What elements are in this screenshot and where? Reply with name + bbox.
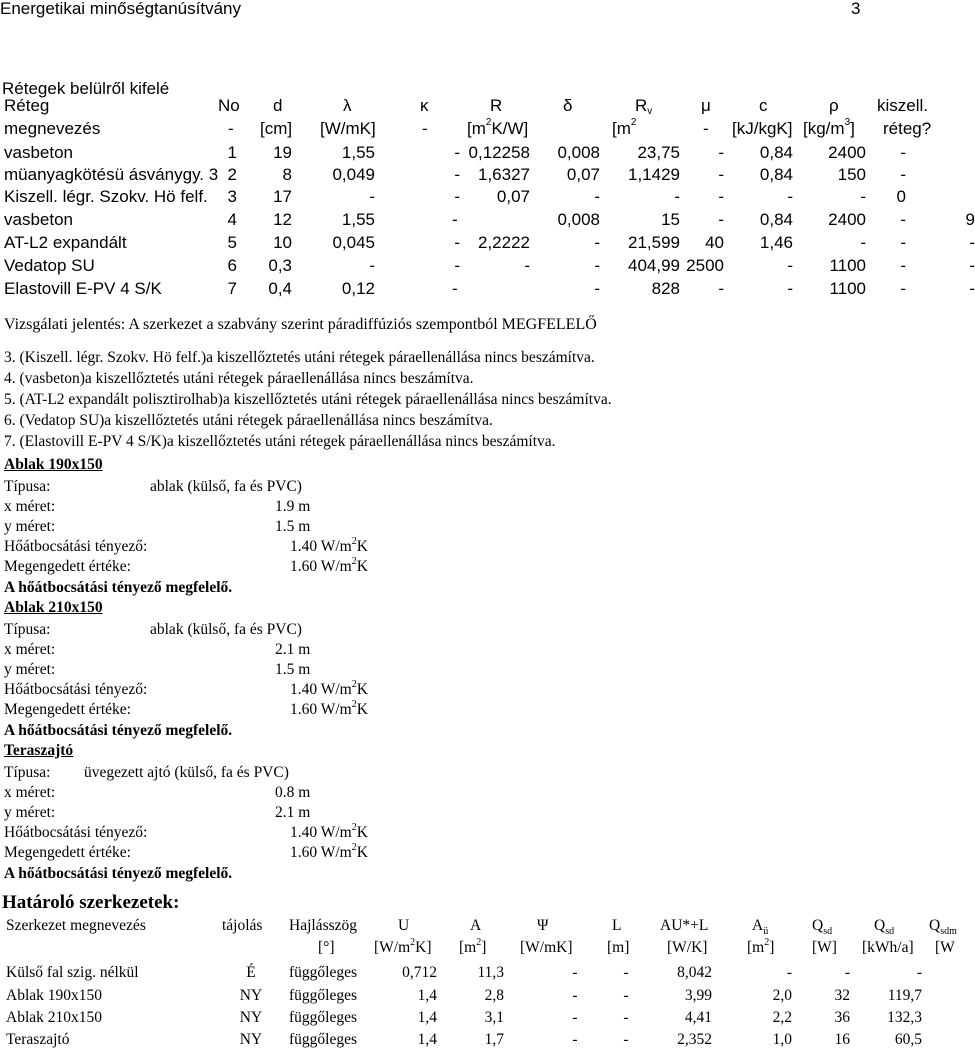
layer-value-cell: -: [718, 187, 724, 206]
layer-value-cell: -: [674, 187, 680, 206]
layer-value-cell: 1,55: [341, 210, 375, 229]
layers-header-cell: ρ: [829, 96, 839, 115]
layer-value-cell: -: [454, 233, 460, 252]
layers-header-cell: d: [273, 96, 283, 115]
window-field-value: ablak (külső, fa és PVC): [150, 621, 302, 638]
layer-value-cell: 2500: [686, 256, 724, 275]
layer-value-cell: -: [900, 210, 906, 229]
layer-value-cell: 17: [273, 187, 292, 206]
note-item: 6. (Vedatop SU)a kiszellőztetés utáni rétegek páraellenállása nincs beszámítva.: [4, 412, 493, 429]
layer-name-cell: vasbeton: [4, 210, 73, 229]
window-field-value: üvegezett ajtó (külső, fa és PVC): [84, 764, 289, 781]
layer-value-cell: 828: [651, 279, 680, 298]
window-field-label: Hőátbocsátási tényező:: [4, 824, 148, 841]
layer-name-cell: müanyagkötésü ásványgy. 3: [4, 165, 219, 184]
layer-value-cell: 0,049: [332, 165, 375, 184]
bounding-value-cell: 0,712: [402, 964, 437, 981]
note-item: 3. (Kiszell. légr. Szokv. Hö felf.)a kiszellőztetés utáni rétegek páraellenállása nincs beszámítva.: [4, 349, 595, 366]
layer-value-cell: 0,12: [341, 279, 375, 298]
bounding-value-cell: 3,1: [484, 1009, 504, 1026]
window-field-label: x méret:: [4, 641, 56, 658]
layer-value-cell: -: [787, 187, 793, 206]
layer-value-cell: 1100: [829, 279, 866, 298]
bounding-header-cell: Ψ: [537, 917, 549, 934]
bounding-value-cell: függőleges: [289, 1031, 358, 1048]
bounding-header-cell: Hajlásszög: [289, 917, 358, 934]
bounding-value-cell: 16: [834, 1031, 850, 1048]
window-field-value: 2.1 m: [275, 641, 311, 658]
layer-value-cell: 0,3: [268, 256, 292, 275]
layer-value-cell: -: [524, 256, 530, 275]
layer-value-cell: -: [452, 279, 458, 298]
layer-value-cell: -: [594, 187, 600, 206]
bounding-value-cell: 3,99: [684, 987, 712, 1004]
bounding-header-cell: [W/K]: [667, 939, 708, 956]
note-item: 5. (AT-L2 expandált polisztirolhab)a kiszellőztetés utáni rétegek páraellenállása nincs beszámítva.: [4, 391, 612, 408]
bounding-value-cell: 2,8: [484, 987, 504, 1004]
bounding-header-cell: Szerkezet megnevezés: [6, 917, 146, 934]
layer-value-cell: -: [594, 233, 600, 252]
layer-value-cell: -: [369, 256, 375, 275]
bounding-header-cell: [m]: [607, 939, 630, 956]
layer-value-cell: -: [369, 187, 375, 206]
bounding-name-cell: Teraszajtó: [6, 1031, 70, 1048]
layer-value-cell: 21,599: [628, 233, 680, 252]
bounding-header-cell: U: [398, 917, 410, 934]
bounding-value-cell: -: [844, 964, 850, 981]
layers-header-cell: c: [759, 96, 768, 115]
window-title: Teraszajtó: [4, 742, 74, 759]
bounding-value-cell: -: [572, 1009, 578, 1026]
layer-value-cell: -: [787, 256, 793, 275]
layer-value-cell: -: [718, 279, 724, 298]
bounding-header-cell: [°]: [318, 939, 335, 956]
layers-header-cell: λ: [343, 96, 352, 115]
bounding-value-cell: 32: [834, 987, 850, 1004]
bounding-header-cell: [W/mK]: [520, 939, 573, 956]
layer-value-cell: 0,4: [268, 279, 292, 298]
window-field-label: Megengedett értéke:: [4, 844, 131, 861]
layer-name-cell: Vedatop SU: [4, 256, 95, 275]
window-field-value: 1.60 $W/m^2K$: [290, 842, 368, 861]
bounding-header-cell: [W: [935, 939, 955, 956]
layer-value-cell: 0,84: [759, 210, 793, 229]
layer-value-cell: 12: [273, 210, 292, 229]
layer-value-cell: 0,07: [566, 165, 600, 184]
layers-header-cell: $R_v$: [635, 96, 653, 117]
window-field-label: Típusa:: [4, 621, 51, 638]
layer-value-cell: 1,6327: [478, 165, 530, 184]
note-item: 7. (Elastovill E-PV 4 S/K)a kiszellőztetés utáni rétegek páraellenállása nincs beszámítva.: [4, 433, 556, 450]
layer-value-cell: 1100: [829, 256, 866, 275]
window-field-label: y méret:: [4, 518, 56, 535]
bounding-value-cell: függőleges: [289, 1009, 358, 1026]
layers-header-cell: [W/mK]: [320, 119, 376, 138]
bounding-name-cell: Ablak 190x150: [6, 987, 103, 1004]
layer-value-cell: 40: [705, 233, 724, 252]
window-field-value: ablak (külső, fa és PVC): [150, 478, 302, 495]
layers-header-cell: κ: [420, 96, 429, 115]
layer-value-cell: -: [452, 210, 458, 229]
window-field-value: 1.40 $W/m^2K$: [290, 679, 368, 698]
page-number: 3: [851, 0, 861, 18]
layer-value-cell: 2,2222: [478, 233, 530, 252]
layer-name-cell: vasbeton: [4, 143, 73, 162]
layers-header-cell: [kJ/kgK]: [732, 119, 793, 138]
bounding-name-cell: Külső fal szig. nélkül: [6, 964, 139, 981]
bounding-value-cell: 2,0: [772, 987, 792, 1004]
layer-value-cell: -: [454, 165, 460, 184]
layer-value-cell: -: [594, 279, 600, 298]
layer-value-cell: -: [860, 233, 866, 252]
window-field-label: Hőátbocsátási tényező:: [4, 681, 148, 698]
window-field-label: x méret:: [4, 498, 56, 515]
layers-header-cell: No: [218, 96, 240, 115]
window-field-label: y méret:: [4, 661, 56, 678]
layer-value-cell: -: [454, 143, 460, 162]
window-field-value: 1.5 m: [275, 518, 311, 535]
bounding-value-cell: É: [246, 964, 256, 981]
layer-value-cell: 2400: [828, 210, 866, 229]
layer-value-cell: 0,84: [759, 143, 793, 162]
layer-value-cell: 0,008: [557, 143, 600, 162]
bounding-value-cell: 1,7: [484, 1031, 504, 1048]
document-title: Energetikai minőségtanúsítvány: [0, 0, 241, 18]
layer-value-cell: 15: [661, 210, 680, 229]
window-field-value: 1.40 $W/m^2K$: [290, 822, 368, 841]
layers-header-cell: réteg?: [883, 119, 932, 138]
layer-value-cell: 5: [227, 233, 237, 252]
layer-value-cell: 4: [227, 210, 237, 229]
layer-value-cell: 6: [227, 256, 237, 275]
layer-value-cell: 150: [837, 165, 866, 184]
layer-value-cell: -: [900, 143, 906, 162]
layers-header-cell: μ: [701, 96, 711, 115]
layers-header-cell: [cm]: [260, 119, 293, 138]
bounding-value-cell: -: [786, 964, 792, 981]
layer-value-cell: 1,1429: [628, 165, 680, 184]
bounding-value-cell: -: [623, 1031, 629, 1048]
bounding-value-cell: 1,0: [772, 1031, 792, 1048]
layer-value-cell: 2: [227, 165, 237, 184]
window-field-label: Megengedett értéke:: [4, 558, 131, 575]
window-field-value: 1.40 $W/m^2K$: [290, 536, 368, 555]
layers-header-cell: megnevezés: [4, 119, 101, 138]
bounding-header-cell: $[W/m^2K]$: [374, 937, 432, 956]
window-field-value: 1.9 m: [275, 498, 311, 515]
bounding-value-cell: NY: [239, 1031, 263, 1048]
bounding-value-cell: 4,41: [684, 1009, 712, 1026]
window-verdict: A hőátbocsátási tényező megfelelő.: [4, 865, 233, 882]
window-field-label: Típusa:: [4, 478, 51, 495]
window-verdict: A hőátbocsátási tényező megfelelő.: [4, 722, 233, 739]
layer-value-cell: -: [454, 256, 460, 275]
layer-value-cell: -: [969, 256, 975, 275]
layer-value-cell: -: [969, 233, 975, 252]
layer-value-cell: -: [900, 165, 906, 184]
bounding-value-cell: -: [623, 987, 629, 1004]
bounding-value-cell: -: [623, 964, 629, 981]
bounding-header-cell: tájolás: [222, 917, 263, 934]
bounding-header-cell: $Q_{sdm}$: [929, 917, 957, 937]
layer-value-cell: -: [454, 187, 460, 206]
layer-value-cell: -: [860, 187, 866, 206]
window-field-label: Hőátbocsátási tényező:: [4, 538, 148, 555]
window-verdict: A hőátbocsátási tényező megfelelő.: [4, 579, 233, 596]
bounding-header-cell: $Q_{sd}$: [874, 917, 895, 937]
layer-value-cell: -: [900, 279, 906, 298]
layer-value-cell: 0: [896, 187, 906, 206]
window-title: Ablak 190x150: [4, 456, 103, 473]
bounding-value-cell: 132,3: [887, 1009, 922, 1026]
layer-value-cell: 8: [282, 165, 292, 184]
window-field-label: Megengedett értéke:: [4, 701, 131, 718]
layer-value-cell: -: [718, 143, 724, 162]
layer-value-cell: 10: [273, 233, 292, 252]
layer-value-cell: 0,84: [759, 165, 793, 184]
layer-value-cell: 3: [227, 187, 237, 206]
bounding-value-cell: -: [623, 1009, 629, 1026]
bounding-header-cell: L: [612, 917, 622, 934]
layers-header-cell: -: [228, 119, 234, 138]
bounding-value-cell: -: [572, 987, 578, 1004]
layer-value-cell: 0,045: [332, 233, 375, 252]
bounding-header-cell: A: [470, 917, 482, 934]
bounding-header-cell: $A_ü$: [752, 917, 769, 937]
bounding-header-cell: [kWh/a]: [862, 939, 914, 956]
layer-value-cell: 9: [965, 210, 975, 229]
layer-value-cell: 7: [227, 279, 237, 298]
layer-name-cell: Elastovill E-PV 4 S/K: [4, 279, 162, 298]
layer-value-cell: 1: [227, 143, 237, 162]
layers-header-cell: -: [422, 119, 428, 138]
window-field-label: x méret:: [4, 784, 56, 801]
layer-value-cell: -: [900, 256, 906, 275]
layer-value-cell: -: [969, 279, 975, 298]
bounding-value-cell: NY: [239, 1009, 263, 1026]
bounding-value-cell: függőleges: [289, 964, 358, 981]
layer-value-cell: 19: [273, 143, 292, 162]
layer-value-cell: 0,12258: [468, 143, 530, 162]
note-item: 4. (vasbeton)a kiszellőztetés utáni rétegek páraellenállása nincs beszámítva.: [4, 370, 474, 387]
bounding-header-cell: $Q_{sd}$: [812, 917, 833, 937]
bounding-value-cell: 1,4: [417, 1009, 437, 1026]
layer-value-cell: 1,55: [341, 143, 375, 162]
window-field-value: 0.8 m: [275, 784, 311, 801]
layer-value-cell: 0,008: [557, 210, 600, 229]
bounding-header-cell: AU*+L: [660, 917, 709, 934]
layer-value-cell: -: [787, 279, 793, 298]
window-field-value: 1.60 $W/m^2K$: [290, 556, 368, 575]
bounding-name-cell: Ablak 210x150: [6, 1009, 103, 1026]
bounding-value-cell: -: [916, 964, 922, 981]
bounding-value-cell: 11,3: [477, 964, 504, 981]
window-field-value: 1.5 m: [275, 661, 311, 678]
layer-name-cell: Kiszell. légr. Szokv. Hö felf.: [4, 187, 208, 206]
bounding-value-cell: NY: [239, 987, 263, 1004]
layers-header-cell: R: [490, 96, 503, 115]
layers-header-cell: $[m^2K/W]$: [467, 117, 529, 138]
layer-value-cell: -: [594, 256, 600, 275]
layers-header-cell: [$m^2$: [612, 117, 637, 138]
bounding-value-cell: 36: [834, 1009, 850, 1026]
layer-value-cell: -: [718, 210, 724, 229]
bounding-value-cell: függőleges: [289, 987, 358, 1004]
window-field-value: 2.1 m: [275, 804, 311, 821]
bounding-value-cell: -: [572, 1031, 578, 1048]
window-title: Ablak 210x150: [4, 599, 103, 616]
bounding-value-cell: 2,2: [772, 1009, 792, 1026]
layers-header-cell: δ: [563, 96, 573, 115]
layers-header-cell: Réteg: [4, 96, 50, 115]
layer-value-cell: -: [718, 165, 724, 184]
layers-header-cell: $[kg/m^3]$: [803, 117, 855, 138]
layers-header-cell: kiszell.: [877, 96, 929, 115]
bounding-header-cell: $[m^2]$: [459, 937, 487, 956]
bounding-header-cell: [W]: [812, 939, 837, 956]
layer-value-cell: -: [900, 233, 906, 252]
layers-header-cell: -: [703, 119, 709, 138]
report-line: Vizsgálati jelentés: A szerkezet a szabvány szerint páradiffúziós szempontból MEGFELELŐ: [4, 316, 597, 333]
bounding-header-cell: $[m^2]$: [747, 937, 775, 956]
bounding-value-cell: 2,352: [677, 1031, 712, 1048]
layer-value-cell: 2400: [828, 143, 866, 162]
bounding-value-cell: 119,7: [887, 987, 922, 1004]
window-field-label: y méret:: [4, 804, 56, 821]
bounding-value-cell: 8,042: [677, 964, 712, 981]
layer-value-cell: 23,75: [637, 143, 680, 162]
layer-value-cell: 404,99: [628, 256, 680, 275]
bounding-section-title: Határoló szerkezetek:: [2, 892, 180, 913]
bounding-value-cell: 60,5: [894, 1031, 922, 1048]
layer-value-cell: 0,07: [496, 187, 530, 206]
layers-section-title: Rétegek belülről kifelé: [2, 79, 170, 98]
layer-name-cell: AT-L2 expandált: [4, 233, 127, 252]
window-field-value: 1.60 $W/m^2K$: [290, 699, 368, 718]
window-field-label: Típusa:: [4, 764, 51, 781]
bounding-value-cell: 1,4: [417, 987, 437, 1004]
layer-value-cell: 1,46: [759, 233, 793, 252]
bounding-value-cell: -: [572, 964, 578, 981]
bounding-value-cell: 1,4: [417, 1031, 437, 1048]
